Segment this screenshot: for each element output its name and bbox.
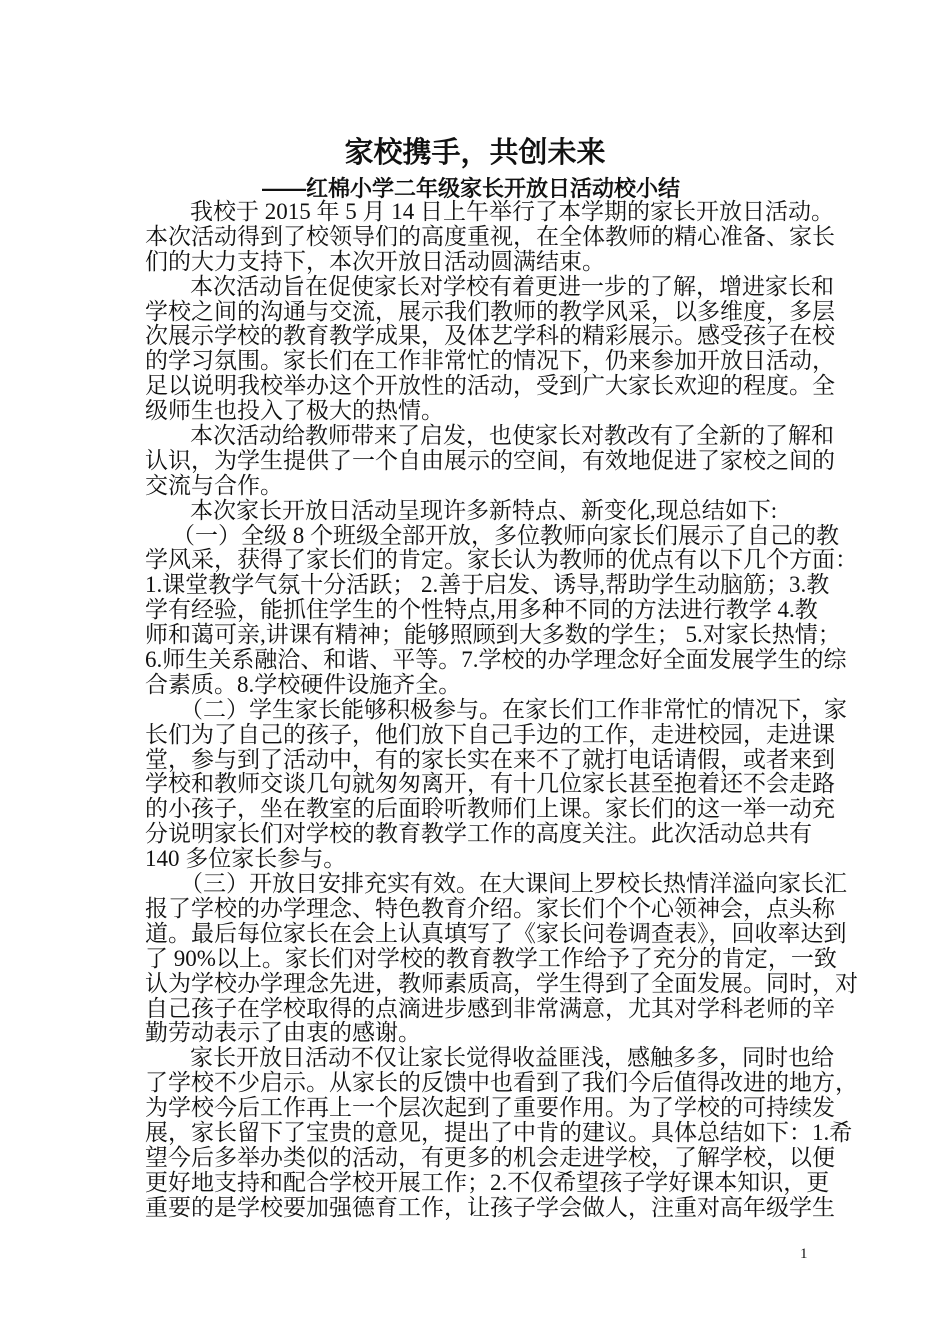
text-line: 勤劳动表示了由衷的感谢。: [145, 1020, 421, 1046]
text-line: 学有经验，能抓住学生的个性特点,用多种不同的方法进行教学 4.教: [145, 597, 818, 623]
paragraph: [145, 273, 835, 424]
text-line: 的小孩子，坐在教室的后面聆听教师们上课。家长们的这一举一动充: [145, 796, 835, 822]
text-line: 次展示学校的教育教学成果，及体艺学科的精彩展示。感受孩子在校: [145, 323, 835, 349]
page-number: 1: [800, 1246, 808, 1262]
paragraph: [145, 1045, 858, 1220]
text-line: 学风采，获得了家长们的肯定。家长认为教师的优点有以下几个方面：: [145, 547, 858, 573]
text-line: 我校于 2015 年 5 月 14 日上午举行了本学期的家长开放日活动。: [190, 199, 834, 224]
text-line: 了 90%以上。家长们对学校的教育教学工作给予了充分的肯定，一致: [145, 945, 837, 971]
text-line: 学校之间的沟通与交流，展示我们教师的教学风采，以多维度，多层: [145, 298, 835, 324]
text-line: 认为学校办学理念先进，教师素质高，学生得到了全面发展。同时，对: [145, 970, 858, 996]
text-line: 本次活动旨在促使家长对学校有着更进一步的了解，增进家长和: [190, 273, 834, 299]
paragraph: [145, 423, 835, 499]
text-line: 们的大力支持下，本次开放日活动圆满结束。: [145, 248, 605, 274]
text-line: 分说明家长们对学校的教育教学工作的高度关注。此次活动总共有: [145, 821, 812, 847]
document-subtitle: ——红棉小学二年级家长开放日活动校小结: [262, 176, 681, 201]
text-line: 140 多位家长参与。: [145, 846, 347, 872]
paragraph: [145, 871, 858, 1046]
text-line: 本次活动给教师带来了启发，也使家长对教改有了全新的了解和: [190, 423, 834, 449]
text-line: 为学校今后工作再上一个层次起到了重要作用。为了学校的可持续发: [145, 1095, 835, 1121]
paragraph: [145, 522, 858, 698]
text-line: 长们为了自己的孩子，他们放下自己手边的工作，走进校园，走进课: [145, 721, 835, 747]
text-line: 认识，为学生提供了一个自由展示的空间，有效地促进了家校之间的: [145, 447, 835, 473]
text-line: 自己孩子在学校取得的点滴进步感到非常满意，尤其对学科老师的辛: [145, 995, 835, 1021]
text-line: 堂，参与到了活动中，有的家长实在来不了就打电话请假，或者来到: [145, 746, 835, 772]
text-line: 级师生也投入了极大的热情。: [145, 398, 444, 424]
text-line: 更好地支持和配合学校开展工作；2.不仅希望孩子学好课本知识，更: [145, 1169, 830, 1195]
document-title: 家校携手，共创未来: [344, 137, 606, 169]
text-line: 重要的是学校要加强德育工作，让孩子学会做人，注重对高年级学生: [145, 1194, 835, 1220]
text-line: 本次家长开放日活动呈现许多新特点、新变化,现总结如下:: [190, 497, 778, 523]
text-line: 望今后多举办类似的活动，有更多的机会走进学校，了解学校，以便: [145, 1144, 835, 1170]
text-line: 1.课堂教学气氛十分活跃； 2.善于启发、诱导,帮助学生动脑筋；3.教: [145, 572, 830, 598]
text-line: 足以说明我校举办这个开放性的活动，受到广大家长欢迎的程度。全: [145, 373, 835, 399]
text-line: 本次活动得到了校领导们的高度重视，在全体教师的精心准备、家长: [145, 223, 835, 249]
text-line: 学校和教师交谈几句就匆匆离开，有十几位家长甚至抱着还不会走路: [145, 771, 835, 797]
paragraph: [145, 199, 835, 275]
text-line: （二）学生家长能够积极参与。在家长们工作非常忙的情况下，家: [180, 696, 847, 722]
text-line: （三）开放日安排充实有效。在大课间上罗校长热情洋溢向家长汇: [180, 871, 847, 897]
text-line: 家长开放日活动不仅让家长觉得收益匪浅，感触多多，同时也给: [190, 1045, 834, 1071]
text-line: 道。最后每位家长在会上认真填写了《家长问卷调查表》，回收率达到: [145, 920, 847, 946]
text-line: 了学校不少启示。从家长的反馈中也看到了我们今后值得改进的地方，: [145, 1070, 858, 1096]
text-line: 合素质。8.学校硬件设施齐全。: [145, 671, 462, 697]
text-line: 的学习氛围。家长们在工作非常忙的情况下，仍来参加开放日活动，: [145, 348, 835, 374]
text-line: 报了学校的办学理念、特色教育介绍。家长们个个心领神会，点头称: [145, 895, 835, 921]
document-body: [145, 199, 858, 1221]
text-line: 交流与合作。: [145, 472, 283, 498]
paragraph: [145, 696, 847, 872]
text-line: 师和蔼可亲,讲课有精神；能够照顾到大多数的学生； 5.对家长热情；: [145, 622, 841, 648]
text-line: （一）全级 8 个班级全部开放，多位教师向家长们展示了自己的教: [172, 522, 839, 548]
text-line: 展，家长留下了宝贵的意见，提出了中肯的建议。具体总结如下：1.希: [145, 1119, 853, 1145]
text-line: 6.师生关系融洽、和谐、平等。7.学校的办学理念好全面发展学生的综: [145, 647, 847, 673]
paragraph: [145, 499, 809, 524]
